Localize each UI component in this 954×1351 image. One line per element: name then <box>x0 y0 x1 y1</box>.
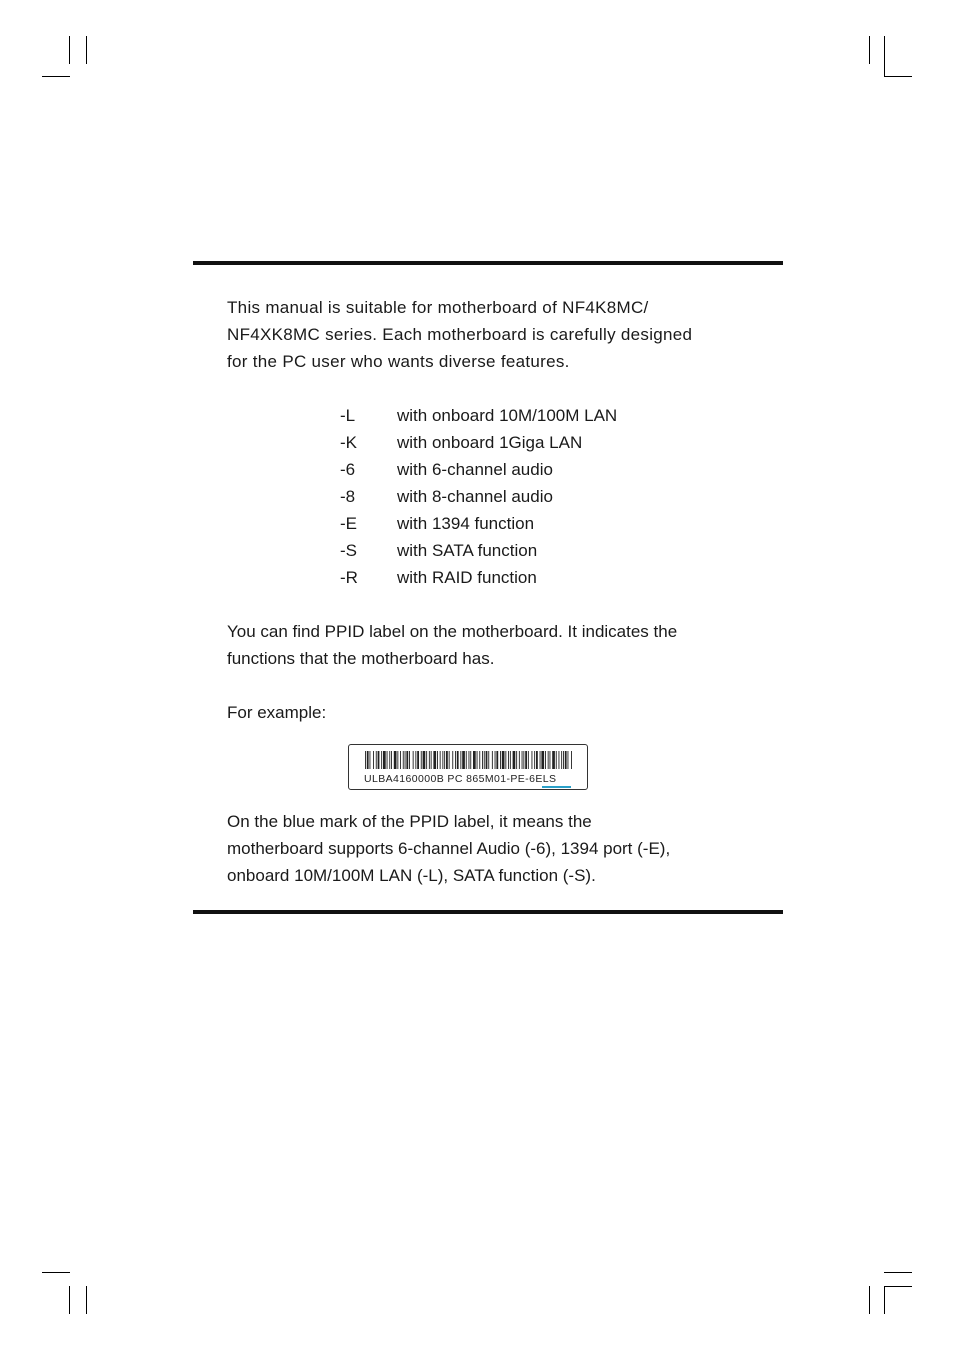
barcode-bar <box>367 751 369 769</box>
ppid-note-line: functions that the motherboard has. <box>227 649 495 668</box>
barcode-bar <box>532 751 533 769</box>
barcode-bar <box>492 751 493 769</box>
option-row <box>340 456 617 483</box>
option-desc: with 1394 function <box>397 514 535 533</box>
barcode-bar <box>495 751 496 769</box>
barcode-bar <box>510 751 511 769</box>
barcode-bar <box>394 751 397 769</box>
barcode-bar <box>486 751 488 769</box>
barcode-bar <box>462 751 465 769</box>
barcode-bar <box>417 751 419 769</box>
option-row <box>340 510 617 537</box>
option-row <box>340 537 617 564</box>
barcode-bar <box>437 751 438 769</box>
barcode-bar <box>541 751 544 769</box>
barcode-bar <box>452 751 453 769</box>
option-desc: with SATA function <box>397 541 538 560</box>
barcode-bar <box>550 751 551 769</box>
barcode-bar <box>540 751 541 769</box>
barcode-bar <box>391 751 392 769</box>
barcode-bar <box>534 751 535 769</box>
explanation-line: On the blue mark of the PPID label, it means the <box>227 812 592 831</box>
barcode-bar <box>496 751 498 769</box>
option-code: -8 <box>340 487 356 506</box>
barcode-bar <box>548 751 549 769</box>
explanation-line: motherboard supports 6-channel Audio (-6), 1394 port (-E), <box>227 839 671 858</box>
barcode-bar <box>556 751 557 769</box>
option-row <box>340 402 617 429</box>
option-code: -R <box>340 568 358 587</box>
barcode-bar <box>523 751 524 769</box>
barcode-bar <box>536 751 538 769</box>
barcode-bar <box>378 751 380 769</box>
barcode-bar <box>431 751 432 769</box>
barcode-bar <box>403 751 404 769</box>
barcode-bar <box>370 751 371 769</box>
barcode-bar <box>365 751 366 769</box>
barcode-bar <box>455 751 456 769</box>
barcode-bar <box>433 751 436 769</box>
barcode-bar <box>406 751 408 769</box>
barcode-bar <box>482 751 483 769</box>
barcode-bar <box>469 751 470 769</box>
option-desc: with 8-channel audio <box>397 487 553 506</box>
barcode-bar <box>508 751 509 769</box>
explanation-paragraph <box>227 808 742 889</box>
barcode-bar <box>477 751 478 769</box>
ppid-blue-mark <box>542 786 571 788</box>
barcode-bar <box>426 751 427 769</box>
ppid-label-sticker <box>348 744 588 790</box>
barcode-bar <box>387 751 388 769</box>
barcode-bar <box>423 751 426 769</box>
barcode-bar <box>457 751 459 769</box>
option-row <box>340 564 617 591</box>
barcode-bar <box>545 751 546 769</box>
option-desc: with 6-channel audio <box>397 460 553 479</box>
option-row <box>340 483 617 510</box>
barcode-bar <box>413 751 414 769</box>
barcode-bar <box>571 751 572 769</box>
barcode-bar <box>502 751 505 769</box>
barcode-bar <box>528 751 529 769</box>
barcode-bar <box>400 751 401 769</box>
barcode-bar <box>440 751 441 769</box>
barcode-bar <box>397 751 398 769</box>
intro-line: for the PC user who wants diverse features. <box>227 352 570 371</box>
option-code: -K <box>340 433 357 452</box>
ppid-note-paragraph <box>227 618 742 672</box>
barcode-bar <box>559 751 560 769</box>
barcode-bar <box>565 751 567 769</box>
intro-line: NF4XK8MC series. Each motherboard is carefully designed <box>227 325 693 344</box>
barcode-bar <box>409 751 410 769</box>
option-desc: with onboard 1Giga LAN <box>397 433 583 452</box>
barcode-bar <box>460 751 461 769</box>
barcode-bar <box>442 751 443 769</box>
barcode-bar <box>500 751 501 769</box>
barcode-bar <box>470 751 471 769</box>
barcode-bar <box>552 751 555 769</box>
barcode-bar <box>519 751 520 769</box>
option-code: -S <box>340 541 357 560</box>
option-row <box>340 429 617 456</box>
intro-paragraph <box>227 294 742 375</box>
barcode-bar <box>516 751 517 769</box>
barcode-bar <box>505 751 506 769</box>
barcode-bar <box>389 751 390 769</box>
top-rule <box>193 261 783 265</box>
option-desc: with onboard 10M/100M LAN <box>397 406 618 425</box>
barcode-bar <box>466 751 467 769</box>
barcode-bar <box>429 751 430 769</box>
barcode-bar <box>376 751 377 769</box>
barcode-bar <box>561 751 562 769</box>
ppid-label-text: ULBA4160000B PC 865M01-PE-6ELS <box>364 773 557 785</box>
barcode-bar <box>484 751 485 769</box>
barcode-bar <box>525 751 527 769</box>
barcode-bar <box>563 751 564 769</box>
bottom-rule <box>193 910 783 914</box>
barcode-bar <box>421 751 422 769</box>
barcode-bar <box>446 751 448 769</box>
option-desc: with RAID function <box>397 568 537 587</box>
option-list <box>340 402 617 591</box>
intro-line: This manual is suitable for motherboard of NF4K8MC/ <box>227 298 649 317</box>
option-code: -6 <box>340 460 356 479</box>
barcode-bar <box>405 751 406 769</box>
barcode-bar <box>473 751 476 769</box>
explanation-line: onboard 10M/100M LAN (-L), SATA function (-S). <box>227 866 596 885</box>
barcode-bar <box>373 751 374 769</box>
example-label: For example: <box>227 703 327 722</box>
barcode-bar <box>479 751 480 769</box>
barcode-bar <box>513 751 516 769</box>
barcode-bar <box>488 751 489 769</box>
barcode-bar <box>415 751 416 769</box>
barcode-bar <box>444 751 445 769</box>
barcode-bar <box>522 751 523 769</box>
option-code: -L <box>340 406 356 425</box>
barcode-bar <box>568 751 569 769</box>
option-code: -E <box>340 514 357 533</box>
barcode-bar <box>383 751 386 769</box>
ppid-note-line: You can find PPID label on the motherboard. It indicates the <box>227 622 678 641</box>
barcode-image <box>365 751 573 769</box>
barcode-bar <box>449 751 450 769</box>
barcode-bar <box>381 751 382 769</box>
